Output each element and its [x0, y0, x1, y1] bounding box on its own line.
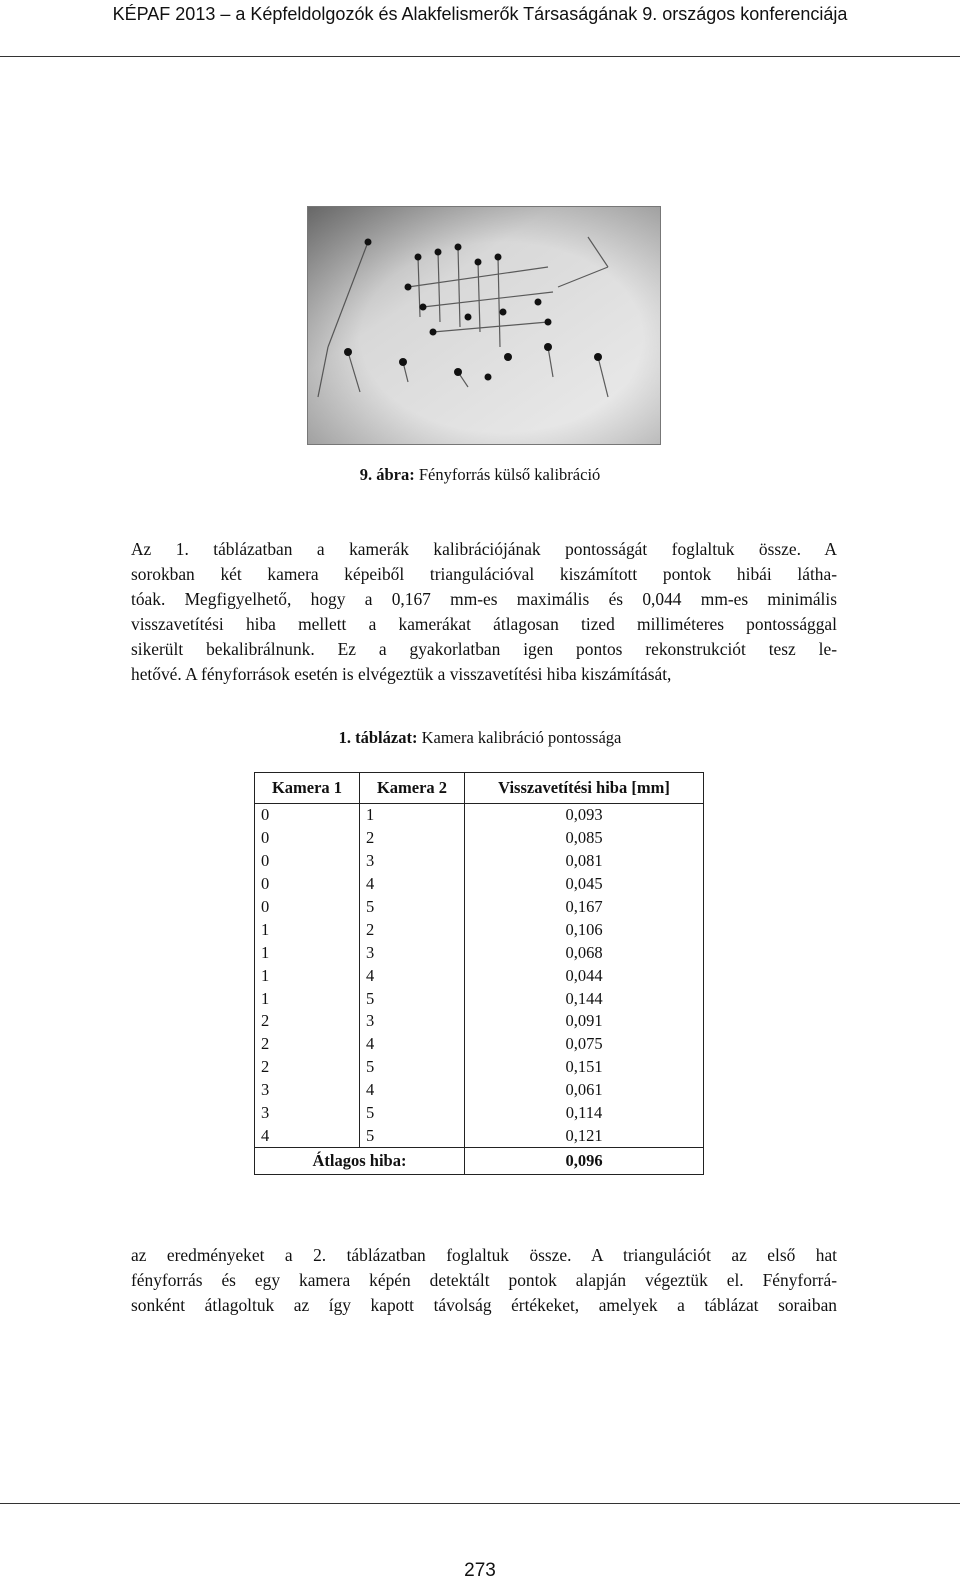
paragraph-line: az eredményeket a 2. táblázatban foglaltuk össze. A triangulációt az első hat [131, 1245, 837, 1265]
table-row [255, 804, 704, 827]
table-row [255, 1124, 704, 1147]
camera-1-cell: 2 [255, 1033, 360, 1056]
camera-1-cell: 3 [255, 1079, 360, 1102]
error-cell: 0,075 [465, 1033, 704, 1056]
camera-2-cell: 5 [360, 1102, 465, 1125]
figure-caption [0, 465, 960, 485]
error-cell: 0,085 [465, 827, 704, 850]
paragraph-line: sikerült bekalibrálnunk. Ez a gyakorlatban igen pontos rekonstrukciót tesz le- [131, 639, 837, 659]
camera-1-cell: 4 [255, 1124, 360, 1147]
paragraph-line: sorokban két kamera képeiből triangulációval kiszámított pontok hibái látha- [131, 564, 837, 584]
camera-2-cell: 4 [360, 873, 465, 896]
figure-photo [307, 206, 661, 445]
camera-2-cell: 3 [360, 1010, 465, 1033]
camera-2-cell: 5 [360, 1124, 465, 1147]
table-body [255, 804, 704, 1175]
table-row [255, 1102, 704, 1125]
calibration-table-wrapper [254, 772, 704, 1175]
camera-1-cell: 0 [255, 896, 360, 919]
camera-1-cell: 1 [255, 918, 360, 941]
camera-1-cell: 0 [255, 873, 360, 896]
table-row [255, 1079, 704, 1102]
camera-2-cell: 4 [360, 964, 465, 987]
camera-2-cell: 2 [360, 827, 465, 850]
camera-2-cell: 5 [360, 987, 465, 1010]
error-cell: 0,091 [465, 1010, 704, 1033]
header-reprojection-error: Visszavetítési hiba [mm] [465, 773, 704, 804]
paragraph-line: fényforrás és egy kamera képén detektált pontok alapján végeztük el. Fényforrá- [131, 1270, 837, 1290]
table-row [255, 1010, 704, 1033]
error-cell: 0,167 [465, 896, 704, 919]
table-row [255, 850, 704, 873]
camera-1-cell: 0 [255, 804, 360, 827]
header-camera-2: Kamera 2 [360, 773, 465, 804]
camera-1-cell: 1 [255, 941, 360, 964]
error-cell: 0,144 [465, 987, 704, 1010]
header-title: KÉPAF 2013 – a Képfeldolgozók és Alakfelismerők Társaságának 9. országos konferenciája [112, 4, 848, 24]
page-number: 273 [464, 1560, 496, 1581]
table-row [255, 918, 704, 941]
error-cell: 0,121 [465, 1124, 704, 1147]
camera-1-cell: 0 [255, 827, 360, 850]
header-camera-1: Kamera 1 [255, 773, 360, 804]
calibration-table [254, 772, 704, 1175]
table-caption [0, 728, 960, 748]
camera-2-cell: 3 [360, 850, 465, 873]
paragraph-line: visszavetítési hiba mellett a kamerákat átlagosan tized milliméteres pontossággal [131, 614, 837, 634]
error-cell: 0,093 [465, 804, 704, 827]
figure-label: 9. ábra: [359, 465, 415, 484]
table-row [255, 896, 704, 919]
camera-2-cell: 4 [360, 1079, 465, 1102]
error-cell: 0,044 [465, 964, 704, 987]
average-label: Átlagos hiba: [255, 1148, 465, 1175]
camera-1-cell: 2 [255, 1010, 360, 1033]
error-cell: 0,151 [465, 1056, 704, 1079]
pins-photo-illustration [308, 207, 660, 444]
error-cell: 0,081 [465, 850, 704, 873]
header-rule [0, 56, 960, 57]
camera-1-cell: 1 [255, 964, 360, 987]
camera-2-cell: 1 [360, 804, 465, 827]
paragraph-line: Az 1. táblázatban a kamerák kalibrációjának pontosságát foglaltuk össze. A [131, 539, 837, 559]
camera-2-cell: 2 [360, 918, 465, 941]
camera-1-cell: 2 [255, 1056, 360, 1079]
camera-2-cell: 4 [360, 1033, 465, 1056]
camera-2-cell: 5 [360, 1056, 465, 1079]
footer-rule [0, 1503, 960, 1504]
figure-caption-text: Fényforrás külső kalibráció [418, 465, 601, 484]
error-cell: 0,106 [465, 918, 704, 941]
body-paragraph-2 [131, 1243, 837, 1318]
camera-1-cell: 1 [255, 987, 360, 1010]
average-row [255, 1148, 704, 1175]
table-row [255, 873, 704, 896]
table-row [255, 1056, 704, 1079]
table-row [255, 987, 704, 1010]
table-row [255, 827, 704, 850]
paragraph-line: tóak. Megfigyelhető, hogy a 0,167 mm-es maximális és 0,044 mm-es minimális [131, 589, 837, 609]
table-label: 1. táblázat: [338, 728, 418, 747]
table-row [255, 941, 704, 964]
body-paragraph-1 [131, 537, 837, 687]
error-cell: 0,114 [465, 1102, 704, 1125]
camera-2-cell: 5 [360, 896, 465, 919]
table-header-row [255, 773, 704, 804]
camera-1-cell: 3 [255, 1102, 360, 1125]
running-header [0, 0, 960, 36]
error-cell: 0,061 [465, 1079, 704, 1102]
table-row [255, 964, 704, 987]
error-cell: 0,068 [465, 941, 704, 964]
camera-1-cell: 0 [255, 850, 360, 873]
average-value: 0,096 [465, 1148, 704, 1175]
table-caption-text: Kamera kalibráció pontossága [421, 728, 622, 747]
error-cell: 0,045 [465, 873, 704, 896]
paragraph-line: sonként átlagoltuk az így kapott távolság értékeket, amelyek a táblázat soraiban [131, 1295, 837, 1315]
paragraph-line: hetővé. A fényforrások esetén is elvégeztük a visszavetítési hiba kiszámítását, [131, 664, 672, 684]
table-row [255, 1033, 704, 1056]
camera-2-cell: 3 [360, 941, 465, 964]
